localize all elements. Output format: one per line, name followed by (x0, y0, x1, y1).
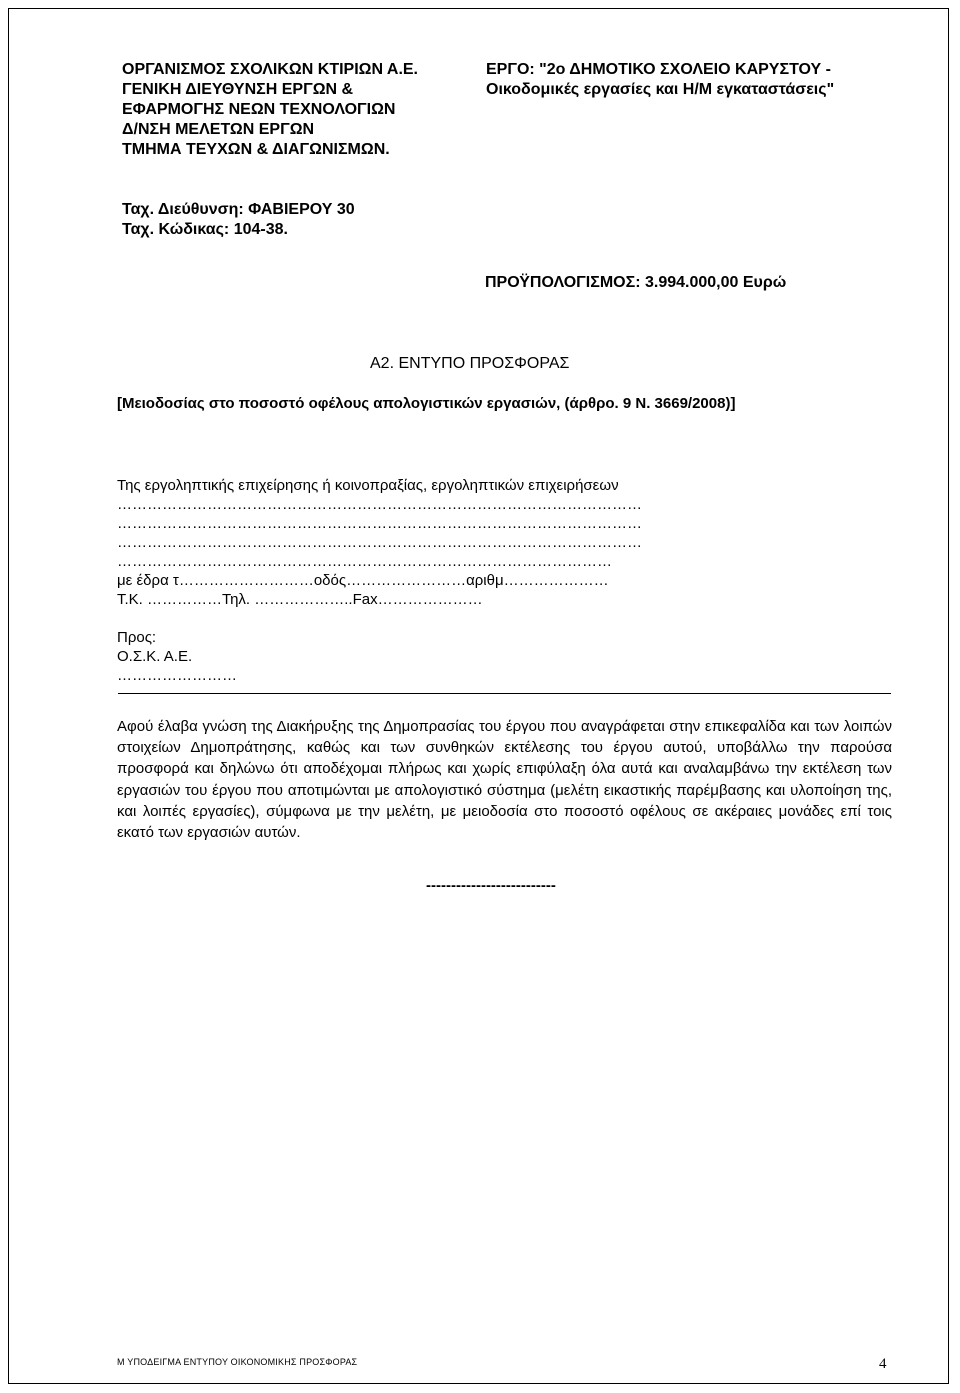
street-address: Ταχ. Διεύθυνση: ΦΑΒΙΕΡΟΥ 30 (122, 201, 355, 218)
footer-label: Μ ΥΠΟΔΕΙΓΜΑ ΕΝΤΥΠΟΥ ΟΙΚΟΝΟΜΙΚΗΣ ΠΡΟΣΦΟΡΑΣ (117, 1357, 358, 1367)
contact-line[interactable]: Τ.Κ. ……………Τηλ. ………………..Fax………………… (117, 591, 483, 608)
seat-address-line[interactable]: με έδρα τ………………………οδός……………………αριθμ………………… (117, 572, 609, 589)
authority-line: ΕΦΑΡΜΟΓΗΣ ΝΕΩΝ ΤΕΧΝΟΛΟΓΙΩΝ (122, 101, 396, 118)
authority-line: Δ/ΝΣΗ ΜΕΛΕΤΩΝ ΕΡΓΩΝ (122, 121, 315, 138)
fill-in-line[interactable]: ……………………………………………………………………………………… (117, 553, 612, 570)
postal-address (122, 200, 355, 240)
bidder-intro: Της εργοληπτικής επιχείρησης ή κοινοπραξίας, εργοληπτικών επιχειρήσεων (117, 477, 619, 494)
issuing-authority-header (122, 60, 418, 160)
bidder-details (117, 476, 642, 685)
project-header (486, 60, 834, 100)
authority-line: ΤΜΗΜΑ ΤΕΥΧΩΝ & ΔΙΑΓΩΝΙΣΜΩΝ. (122, 141, 390, 158)
budget-amount: ΠΡΟΫΠΟΛΟΓΙΣΜΟΣ: 3.994.000,00 Ευρώ (485, 274, 787, 291)
authority-line: ΟΡΓΑΝΙΣΜΟΣ ΣΧΟΛΙΚΩΝ ΚΤΙΡΙΩΝ Α.Ε. (122, 61, 418, 78)
fill-in-line[interactable]: …………………………………………………………………………………………… (117, 496, 642, 513)
project-subtitle: Οικοδομικές εργασίες και Η/Μ εγκαταστάσεις" (486, 81, 835, 98)
legal-basis: [Μειοδοσίας στο ποσοστό οφέλους απολογιστικών εργασιών, (άρθρο. 9 Ν. 3669/2008)] (117, 395, 736, 412)
fill-in-line[interactable]: …………………………………………………………………………………………… (117, 534, 642, 551)
addressee-organization: Ο.Σ.Κ. Α.Ε. (117, 648, 193, 665)
addressee-label: Προς: (117, 629, 157, 646)
form-title: Α2. ΕΝΤΥΠΟ ΠΡΟΣΦΟΡΑΣ (370, 355, 570, 372)
fill-in-line[interactable]: …………………………………………………………………………………………… (117, 515, 642, 532)
postal-code: Ταχ. Κώδικας: 104-38. (122, 221, 288, 238)
divider (118, 693, 891, 694)
signature-dashes: -------------------------- (426, 877, 556, 894)
project-title: ΕΡΓΟ: "2ο ΔΗΜΟΤΙΚΟ ΣΧΟΛΕΙΟ ΚΑΡΥΣΤΟΥ - (486, 61, 831, 78)
authority-line: ΓΕΝΙΚΗ ΔΙΕΥΘΥΝΣΗ ΕΡΓΩΝ & (122, 81, 354, 98)
addressee-fill-line[interactable]: …………………… (117, 667, 237, 684)
declaration-paragraph: Αφού έλαβα γνώση της Διακήρυξης της Δημοπρασίας του έργου που αναγράφεται στην επικεφαλίδα και των λοιπών στοιχείων Δημοπράτησης, καθώς και των συνθηκών εκτέλεσης του έργου αυτού, υποβάλλω την παρούσα προσφορά και δηλώνω ότι αποδέχομαι πλήρως και χωρίς επιφύλαξη όλα αυτά και αναλαμβάνω την εκτέλεση των εργασιών του έργου που αποτιμώνται με απολογιστικό σύστημα (μελέτη εικαστικής παρέμβασης και υλοποίηση της, και λοιπές εργασίες), σύμφωνα με την μελέτη, με μειοδοσία στο ποσοστό οφέλους σε ακέραιες μονάδες επί τοις εκατό των εργασιών αυτών. (117, 718, 892, 842)
page-number: 4 (879, 1356, 887, 1372)
